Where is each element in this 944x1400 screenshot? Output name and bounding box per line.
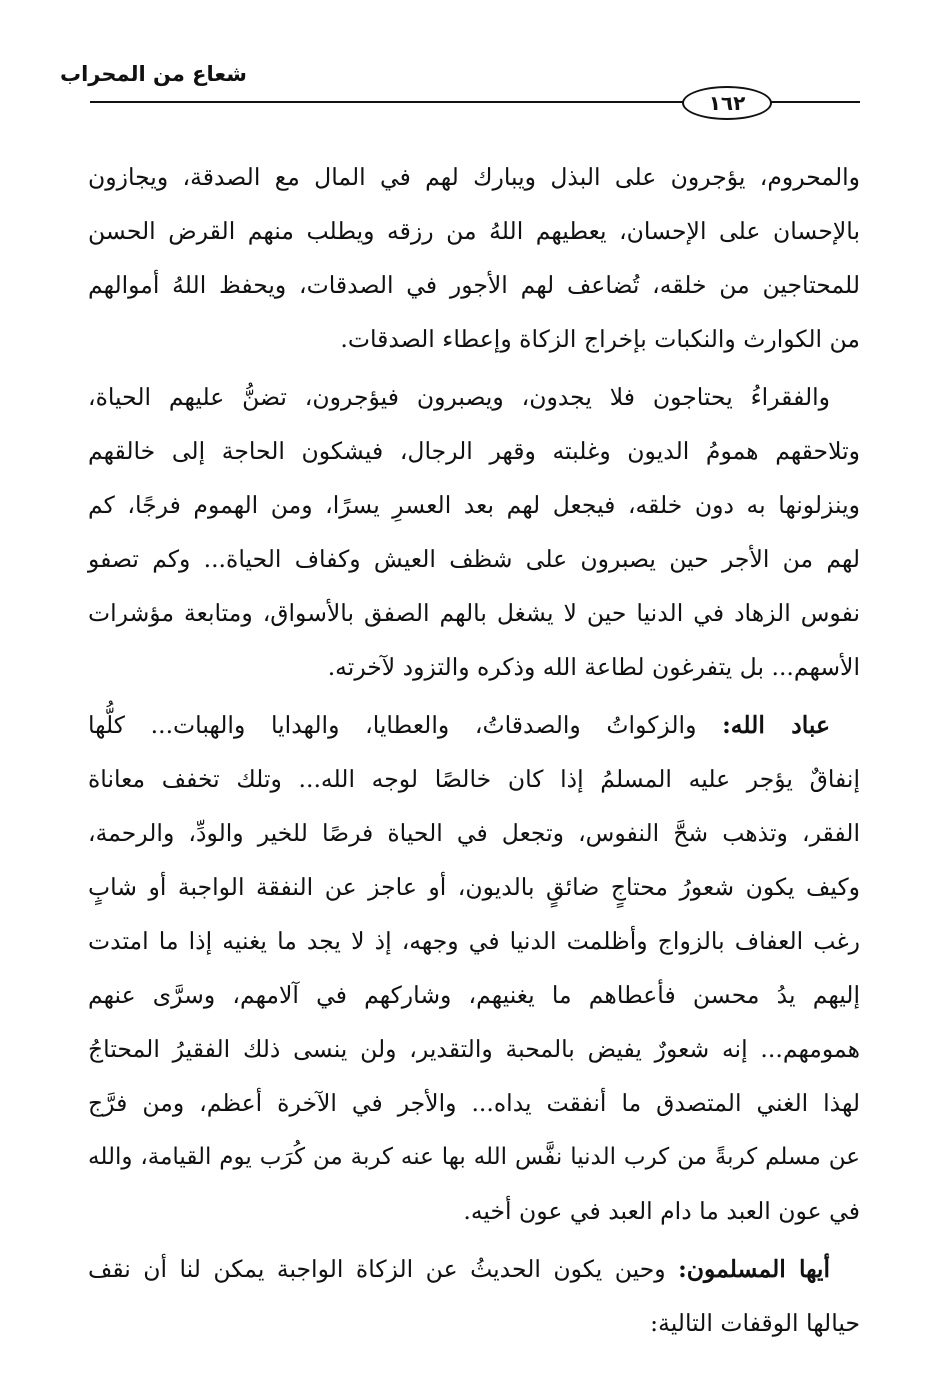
paragraph-lead: أيها المسلمون: [678,1255,831,1283]
body-text [88,150,860,1354]
paragraph-1 [88,150,860,366]
text-line: من الكوارث والنكبات بإخراج الزكاة وإعطاء الصدقات. [340,325,860,353]
text-fragment: والزكواتُ والصدقاتُ، والعطايا، والهدايا والهبات... كلُّها [88,711,723,739]
text-line: حيالها الوقفات التالية: [650,1309,860,1337]
text-line: إليهم يدُ محسن فأعطاهم ما يغنيهم، وشاركهم في آلامهم، وسرَّى عنهم [88,981,860,1009]
text-line: بالإحسان على الإحسان، يعطيهم اللهُ من رزقه ويطلب منهم القرض الحسن [88,217,860,245]
text-line: في عون العبد ما دام العبد في عون أخيه. [463,1197,860,1225]
text-line: وتلاحقهم همومُ الديون وغلبته وقهر الرجال، فيشكون الحاجة إلى خالقهم [88,437,860,465]
text-line: رغب العفاف بالزواج وأظلمت الدنيا في وجهه، إذ لا يجد ما يغنيه إذا ما امتدت [88,927,860,955]
text-line: وكيف يكون شعورُ محتاجٍ ضائقٍ بالديون، أو عاجز عن النفقة الواجبة أو شابٍ [88,873,860,901]
text-line: نفوس الزهاد في الدنيا حين لا يشغل بالهم الصفق بالأسواق، ومتابعة مؤشرات [88,599,860,627]
text-line: والمحروم، يؤجرون على البذل ويبارك لهم في المال مع الصدقة، ويجازون [88,163,860,191]
text-line: الفقر، وتذهب شحَّ النفوس، وتجعل في الحياة فرصًا للخير والودِّ، والرحمة، [88,819,860,847]
text-line [88,1242,860,1296]
running-title: شعاع من المحراب [60,62,247,86]
text-line: همومهم... إنه شعورٌ يفيض بالمحبة والتقدير، ولن ينسى ذلك الفقيرُ المحتاجُ [88,1035,860,1063]
text-line: إنفاقٌ يؤجر عليه المسلمُ إذا كان خالصًا لوجه الله... وتلك تخفف معاناة [88,765,860,793]
text-line: للمحتاجين من خلقه، تُضاعف لهم الأجور في الصدقات، ويحفظ اللهُ أموالهم [88,271,860,299]
text-line: وينزلونها به دون خلقه، فيجعل لهم بعد العسرِ يسرًا، ومن الهموم فرجًا، كم [88,491,860,519]
page-number: ١٦٢ [682,86,772,120]
paragraph-lead: عباد الله: [722,711,830,739]
text-line: والفقراءُ يحتاجون فلا يجدون، ويصبرون فيؤجرون، تضنُّ عليهم الحياة، [88,383,830,411]
text-line: الأسهم... بل يتفرغون لطاعة الله وذكره والتزود لآخرته. [327,653,860,681]
paragraph-4 [88,1242,860,1350]
paragraph-2 [88,370,860,694]
paragraph-3 [88,698,860,1238]
text-line: لهم من الأجر حين يصبرون على شظف العيش وكفاف الحياة... وكم تصفو [88,545,860,573]
text-line: لهذا الغني المتصدق ما أنفقت يداه... والأجر في الآخرة أعظم، ومن فرَّج [88,1089,860,1117]
text-line: عن مسلم كربةً من كرب الدنيا نفَّس الله بها عنه كربة من كُرَب يوم القيامة، والله [88,1144,860,1170]
text-fragment: وحين يكون الحديثُ عن الزكاة الواجبة يمكن لنا أن نقف [88,1255,679,1283]
text-line [88,698,860,752]
